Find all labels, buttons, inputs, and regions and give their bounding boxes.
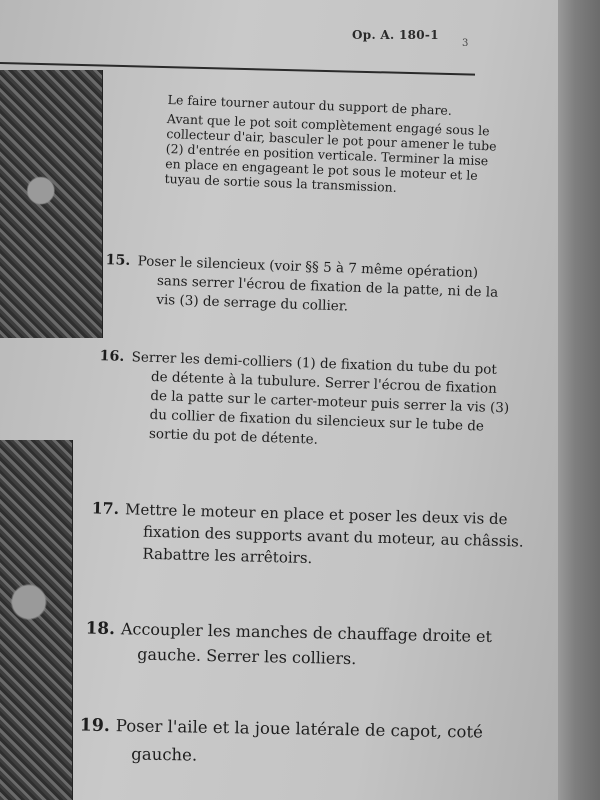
intro-block (164, 92, 500, 203)
intro-line: Le faire tourner autour du support de phare. (167, 92, 453, 118)
engine-photo-bottom (0, 440, 73, 800)
step-number: 19. (79, 715, 111, 737)
page-edge (558, 0, 600, 800)
step-16 (99, 348, 516, 457)
step-text: Poser l'aile et la joue latérale de capot, coté gauche. (115, 716, 483, 765)
step-number: 16. (99, 348, 125, 365)
step-text: Mettre le moteur en place et poser les deux vis de fixation des supports avant du moteur, au châssis. Rabattre les arrêtoirs. (124, 500, 524, 568)
step-number: 18. (85, 617, 116, 639)
step-19 (79, 712, 536, 774)
step-15 (105, 252, 512, 322)
page-number: 3 (462, 38, 469, 49)
engine-photo-top (0, 70, 103, 338)
step-number: 15. (105, 252, 131, 269)
step-text: Accoupler les manches de chauffage droite et gauche. Serrer les colliers. (120, 619, 493, 669)
intro-paragraph: Avant que le pot soit complètement engagé sous le collecteur d'air, basculer le pot pour amener le tube (2) d'entrée en position verticale. Terminer la mise en place en engageant le pot sous le moteur et le tuyau de sortie sous la transmission. (164, 110, 497, 195)
step-17 (91, 498, 538, 575)
operation-reference: Op. A. 180-1 (352, 28, 439, 42)
step-text: Serrer les demi-colliers (1) de fixation du tube du pot de détente à la tubulure. Serrer l'écrou de fixation de la patte sur le carter-moteur puis serrer la vis (3) du collier de fixation du silencieux sur le tube de sortie du pot de détente. (131, 349, 510, 448)
step-18 (85, 616, 532, 675)
step-number: 17. (91, 498, 120, 519)
step-text: Poser le silencieux (voir §§ 5 à 7 même opération) sans serrer l'écrou de fixation de la patte, ni de la vis (3) de serrage du collier. (137, 253, 499, 315)
